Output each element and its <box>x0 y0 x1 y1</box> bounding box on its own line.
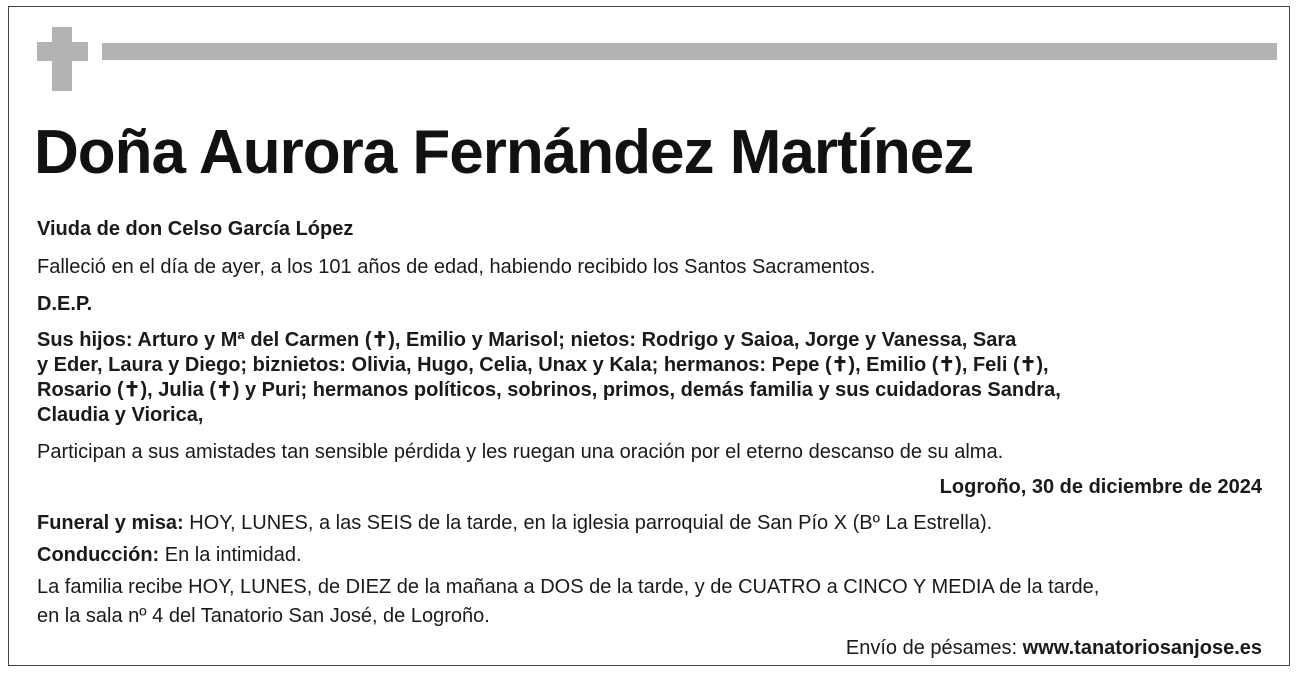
rip-text: D.E.P. <box>37 293 93 315</box>
funeral-label: Funeral y misa: <box>37 512 184 534</box>
death-notice: Falleció en el día de ayer, a los 101 años de edad, habiendo recibido los Santos Sacramentos. <box>37 256 876 278</box>
deceased-name: Doña Aurora Fernández Martínez <box>34 118 974 187</box>
place-date: Logroño, 30 de diciembre de 2024 <box>939 476 1262 498</box>
family-list <box>37 328 1277 428</box>
conduction-text: En la intimidad. <box>159 544 302 566</box>
conduction-label: Conducción: <box>37 544 160 566</box>
funeral-text: HOY, LUNES, a las SEIS de la tarde, en la iglesia parroquial de San Pío X (Bº La Estrella). <box>183 512 993 534</box>
prayer-request: Participan a sus amistades tan sensible pérdida y les ruegan una oración por el eterno descanso de su alma. <box>37 441 1004 463</box>
funeral-line <box>37 511 992 536</box>
condolences-url: www.tanatoriosanjose.es <box>1022 637 1262 659</box>
header-rule <box>102 43 1277 60</box>
condolences-label: Envío de pésames: <box>845 637 1023 659</box>
reception-line: en la sala nº 4 del Tanatorio San José, de Logroño. <box>37 605 490 627</box>
family-line: Sus hijos: Arturo y Mª del Carmen (✝), Emilio y Marisol; nietos: Rodrigo y Saioa, Jorge y Vanessa, Sara <box>37 329 1017 351</box>
condolences-line <box>846 636 1262 661</box>
conduction-line <box>37 543 302 568</box>
reception-line: La familia recibe HOY, LUNES, de DIEZ de la mañana a DOS de la tarde, y de CUATRO a CINCO Y MEDIA de la tarde, <box>37 576 1100 598</box>
widow-line: Viuda de don Celso García López <box>37 218 354 240</box>
cross-horizontal-bar <box>37 42 88 61</box>
family-line: Rosario (✝), Julia (✝) y Puri; hermanos políticos, sobrinos, primos, demás familia y sus cuidadoras Sandra, <box>37 379 1061 401</box>
family-line: y Eder, Laura y Diego; biznietos: Olivia, Hugo, Celia, Unax y Kala; hermanos: Pepe (✝), Emilio (✝), Feli (✝), <box>37 354 1049 376</box>
family-line: Claudia y Viorica, <box>37 404 204 426</box>
